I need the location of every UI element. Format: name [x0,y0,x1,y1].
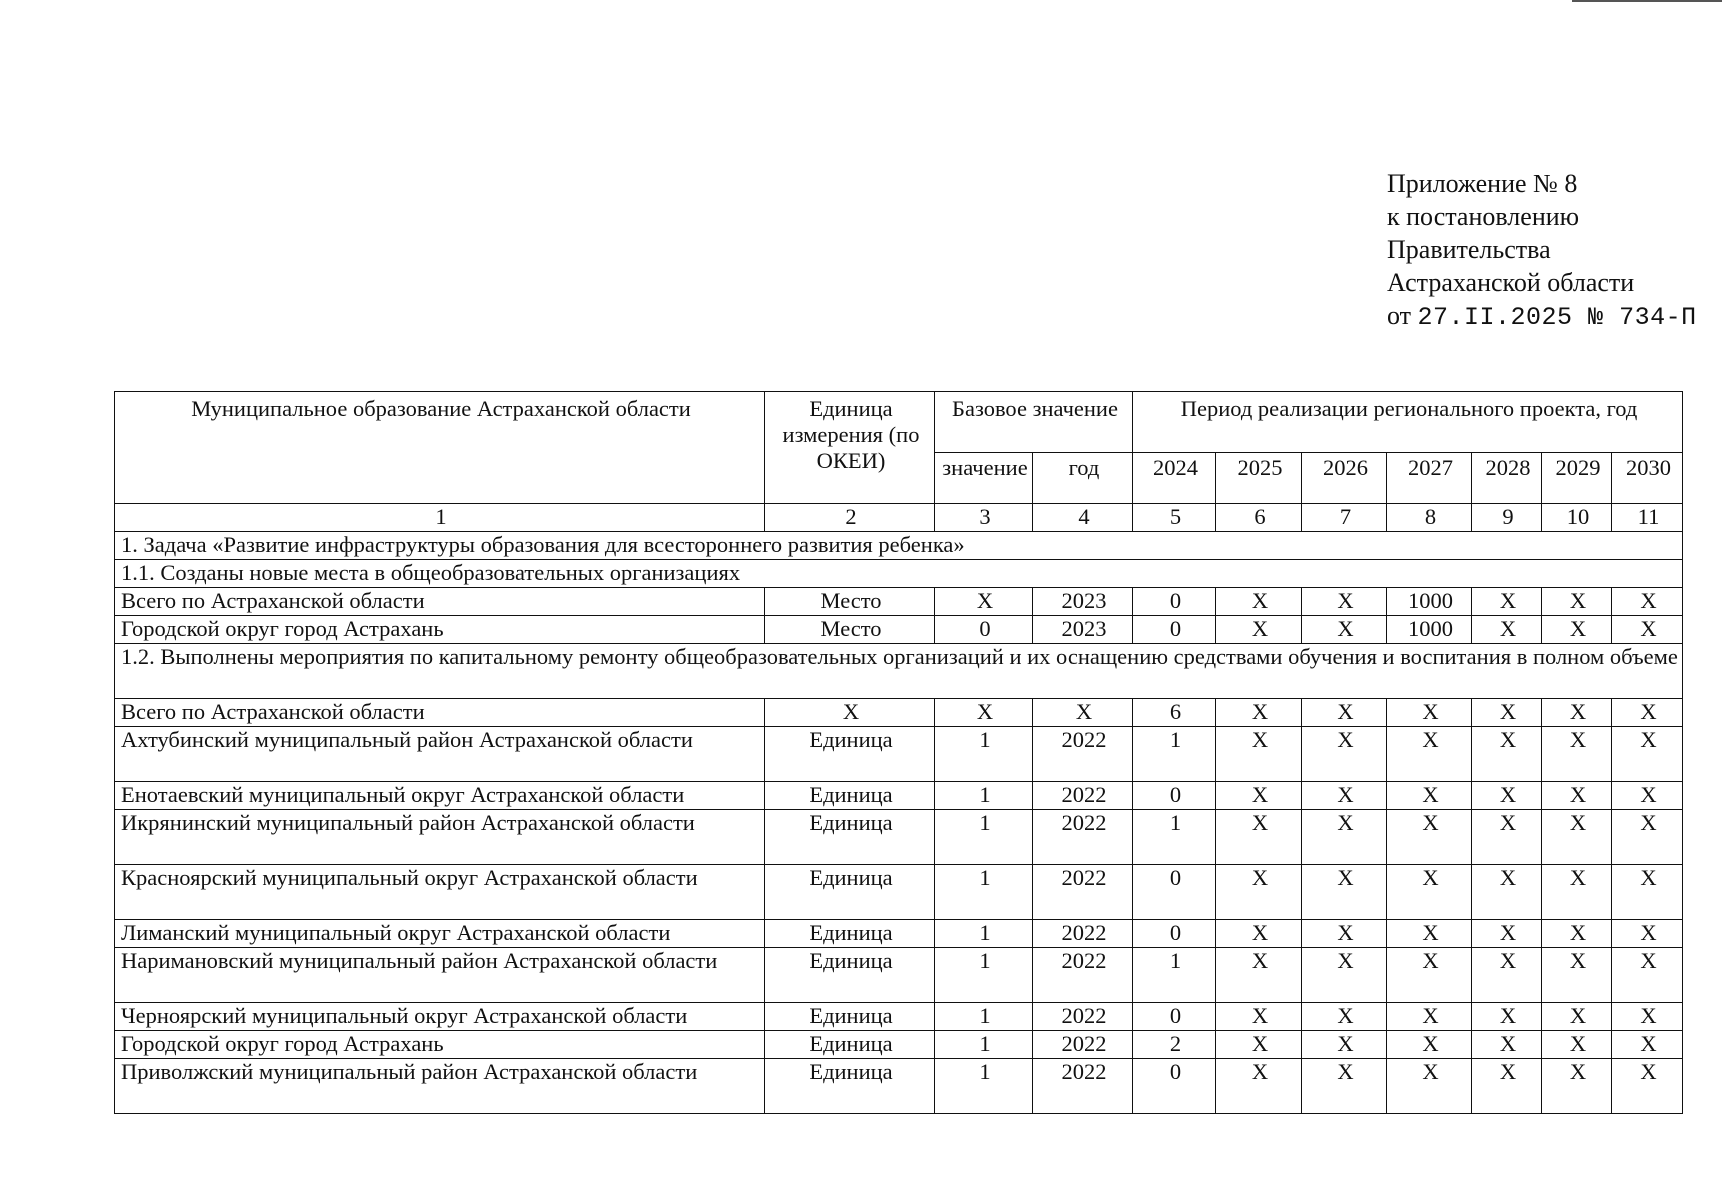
row-value-2028: Х [1472,616,1542,644]
table-row [115,920,1683,948]
row-value-2025: Х [1216,1031,1302,1059]
table-body [115,504,1683,1114]
row-municipality: Городской округ город Астрахань [115,616,765,644]
row-municipality: Всего по Астраханской области [115,588,765,616]
row-value-2024: 2 [1133,1031,1216,1059]
row-value-2027: 1000 [1387,588,1472,616]
row-value-2028: Х [1472,865,1542,920]
approval-line-4: Астраханской области [1387,268,1635,297]
row-unit: Единица [765,920,935,948]
row-municipality: Городской округ город Астрахань [115,1031,765,1059]
row-municipality: Наримановский муниципальный район Астраханской области [115,948,765,1003]
row-value-2029: Х [1542,920,1612,948]
row-value-2025: Х [1216,782,1302,810]
row-value-2029: Х [1542,588,1612,616]
row-value-2028: Х [1472,810,1542,865]
column-number: 3 [935,504,1033,532]
column-number: 4 [1033,504,1133,532]
row-municipality: Красноярский муниципальный округ Астраханской области [115,865,765,920]
row-base-value: 1 [935,727,1033,782]
row-value-2028: Х [1472,1003,1542,1031]
header-year: 2024 [1133,453,1216,504]
table-row [115,1003,1683,1031]
column-number: 6 [1216,504,1302,532]
row-value-2028: Х [1472,1059,1542,1114]
table-row [115,948,1683,1003]
task-row [115,532,1683,560]
row-value-2029: Х [1542,810,1612,865]
row-value-2026: Х [1302,810,1387,865]
row-value-2025: Х [1216,727,1302,782]
row-value-2028: Х [1472,782,1542,810]
row-base-value: 1 [935,1059,1033,1114]
row-value-2030: Х [1612,727,1683,782]
row-base-value: 0 [935,616,1033,644]
row-value-2029: Х [1542,948,1612,1003]
row-municipality: Ахтубинский муниципальный район Астраханской области [115,727,765,782]
row-value-2027: Х [1387,920,1472,948]
row-base-year: 2022 [1033,810,1133,865]
row-base-value: 1 [935,920,1033,948]
row-unit: Место [765,616,935,644]
header-year: 2029 [1542,453,1612,504]
row-value-2027: Х [1387,699,1472,727]
row-value-2027: Х [1387,727,1472,782]
row-base-value: 1 [935,1031,1033,1059]
row-unit: Единица [765,1031,935,1059]
row-base-value: Х [935,588,1033,616]
column-number: 11 [1612,504,1683,532]
row-value-2029: Х [1542,727,1612,782]
row-value-2028: Х [1472,948,1542,1003]
section-row [115,644,1683,699]
row-value-2025: Х [1216,1003,1302,1031]
row-value-2024: 1 [1133,948,1216,1003]
row-value-2030: Х [1612,920,1683,948]
section-row [115,560,1683,588]
row-base-year: 2022 [1033,727,1133,782]
table-row [115,588,1683,616]
row-unit: Единица [765,727,935,782]
header-year: 2030 [1612,453,1683,504]
row-value-2027: Х [1387,810,1472,865]
row-value-2025: Х [1216,616,1302,644]
row-base-year: 2022 [1033,1059,1133,1114]
row-value-2027: Х [1387,1059,1472,1114]
row-value-2024: 6 [1133,699,1216,727]
table-row [115,865,1683,920]
top-edge-rule [1572,0,1722,2]
row-base-year: 2022 [1033,782,1133,810]
row-value-2029: Х [1542,1059,1612,1114]
row-value-2024: 0 [1133,588,1216,616]
approval-block [1387,167,1697,334]
row-value-2027: Х [1387,1031,1472,1059]
row-value-2026: Х [1302,588,1387,616]
table-row [115,782,1683,810]
row-municipality: Лиманский муниципальный округ Астраханской области [115,920,765,948]
row-unit: Х [765,699,935,727]
row-value-2026: Х [1302,782,1387,810]
row-value-2030: Х [1612,588,1683,616]
column-number: 10 [1542,504,1612,532]
row-value-2027: Х [1387,948,1472,1003]
row-value-2026: Х [1302,1059,1387,1114]
row-value-2026: Х [1302,727,1387,782]
row-value-2030: Х [1612,1003,1683,1031]
header-base-value-sub: значение [935,453,1033,504]
row-value-2029: Х [1542,865,1612,920]
row-municipality: Приволжский муниципальный район Астраханской области [115,1059,765,1114]
row-value-2024: 0 [1133,920,1216,948]
header-municipality: Муниципальное образование Астраханской области [115,392,765,504]
header-year: 2027 [1387,453,1472,504]
approval-date-number: 27.II.2025 № 734-П [1417,303,1697,332]
table-row [115,1059,1683,1114]
column-number: 9 [1472,504,1542,532]
approval-date-prefix: от [1387,301,1418,330]
row-value-2024: 1 [1133,810,1216,865]
approval-line-2: к постановлению [1387,202,1580,231]
row-value-2024: 0 [1133,782,1216,810]
row-value-2024: 0 [1133,1003,1216,1031]
row-value-2024: 0 [1133,865,1216,920]
column-number-row [115,504,1683,532]
indicators-table [114,391,1683,1114]
row-value-2028: Х [1472,1031,1542,1059]
row-value-2030: Х [1612,616,1683,644]
header-year: 2025 [1216,453,1302,504]
column-number: 2 [765,504,935,532]
header-row-1 [115,392,1683,453]
row-value-2025: Х [1216,810,1302,865]
header-year: 2028 [1472,453,1542,504]
section-1-1-title: 1.1. Созданы новые места в общеобразовательных организациях [115,560,1683,588]
table-row [115,727,1683,782]
approval-line-1: Приложение № 8 [1387,169,1578,198]
row-value-2025: Х [1216,865,1302,920]
row-base-year: 2022 [1033,865,1133,920]
header-year: 2026 [1302,453,1387,504]
row-value-2029: Х [1542,699,1612,727]
row-value-2028: Х [1472,727,1542,782]
row-municipality: Икрянинский муниципальный район Астраханской области [115,810,765,865]
row-value-2030: Х [1612,699,1683,727]
row-value-2028: Х [1472,699,1542,727]
approval-line-3: Правительства [1387,235,1551,264]
row-value-2026: Х [1302,948,1387,1003]
row-value-2027: 1000 [1387,616,1472,644]
row-unit: Единица [765,948,935,1003]
table-row [115,616,1683,644]
row-value-2026: Х [1302,616,1387,644]
row-value-2029: Х [1542,1031,1612,1059]
column-number: 8 [1387,504,1472,532]
row-municipality: Енотаевский муниципальный округ Астраханской области [115,782,765,810]
row-value-2025: Х [1216,920,1302,948]
row-value-2026: Х [1302,865,1387,920]
row-value-2025: Х [1216,588,1302,616]
row-value-2028: Х [1472,920,1542,948]
row-value-2030: Х [1612,782,1683,810]
header-base-year-sub: год [1033,453,1133,504]
row-municipality: Всего по Астраханской области [115,699,765,727]
row-value-2028: Х [1472,588,1542,616]
row-value-2026: Х [1302,1031,1387,1059]
header-unit: Единица измерения (по ОКЕИ) [765,392,935,504]
row-base-year: 2022 [1033,920,1133,948]
row-value-2029: Х [1542,782,1612,810]
section-1-2-title: 1.2. Выполнены мероприятия по капитальному ремонту общеобразовательных организаций и их оснащению средствами обучения и воспитания в полном объеме [115,644,1683,699]
row-value-2027: Х [1387,782,1472,810]
row-value-2029: Х [1542,616,1612,644]
row-unit: Единица [765,782,935,810]
row-base-year: 2023 [1033,616,1133,644]
row-unit: Единица [765,865,935,920]
column-number: 7 [1302,504,1387,532]
table-row [115,699,1683,727]
task-title: 1. Задача «Развитие инфраструктуры образования для всестороннего развития ребенка» [115,532,1683,560]
row-unit: Единица [765,1059,935,1114]
row-value-2024: 1 [1133,727,1216,782]
row-municipality: Черноярский муниципальный округ Астраханской области [115,1003,765,1031]
row-unit: Единица [765,1003,935,1031]
row-value-2024: 0 [1133,616,1216,644]
table-row [115,810,1683,865]
row-unit: Единица [765,810,935,865]
header-period: Период реализации регионального проекта, год [1133,392,1683,453]
row-value-2026: Х [1302,920,1387,948]
row-base-value: 1 [935,948,1033,1003]
row-base-year: 2022 [1033,1031,1133,1059]
header-base-value: Базовое значение [935,392,1133,453]
column-number: 5 [1133,504,1216,532]
row-base-value: 1 [935,1003,1033,1031]
row-value-2029: Х [1542,1003,1612,1031]
column-number: 1 [115,504,765,532]
row-base-value: 1 [935,865,1033,920]
row-base-value: 1 [935,810,1033,865]
row-value-2027: Х [1387,1003,1472,1031]
row-value-2030: Х [1612,948,1683,1003]
row-base-value: Х [935,699,1033,727]
row-value-2024: 0 [1133,1059,1216,1114]
row-value-2026: Х [1302,1003,1387,1031]
row-base-year: Х [1033,699,1133,727]
approval-line-5 [1387,299,1697,334]
row-base-value: 1 [935,782,1033,810]
table-row [115,1031,1683,1059]
row-unit: Место [765,588,935,616]
row-base-year: 2022 [1033,948,1133,1003]
row-base-year: 2022 [1033,1003,1133,1031]
row-value-2030: Х [1612,1059,1683,1114]
row-value-2030: Х [1612,865,1683,920]
row-value-2025: Х [1216,699,1302,727]
row-value-2025: Х [1216,1059,1302,1114]
row-base-year: 2023 [1033,588,1133,616]
row-value-2030: Х [1612,810,1683,865]
row-value-2026: Х [1302,699,1387,727]
row-value-2027: Х [1387,865,1472,920]
row-value-2030: Х [1612,1031,1683,1059]
row-value-2025: Х [1216,948,1302,1003]
